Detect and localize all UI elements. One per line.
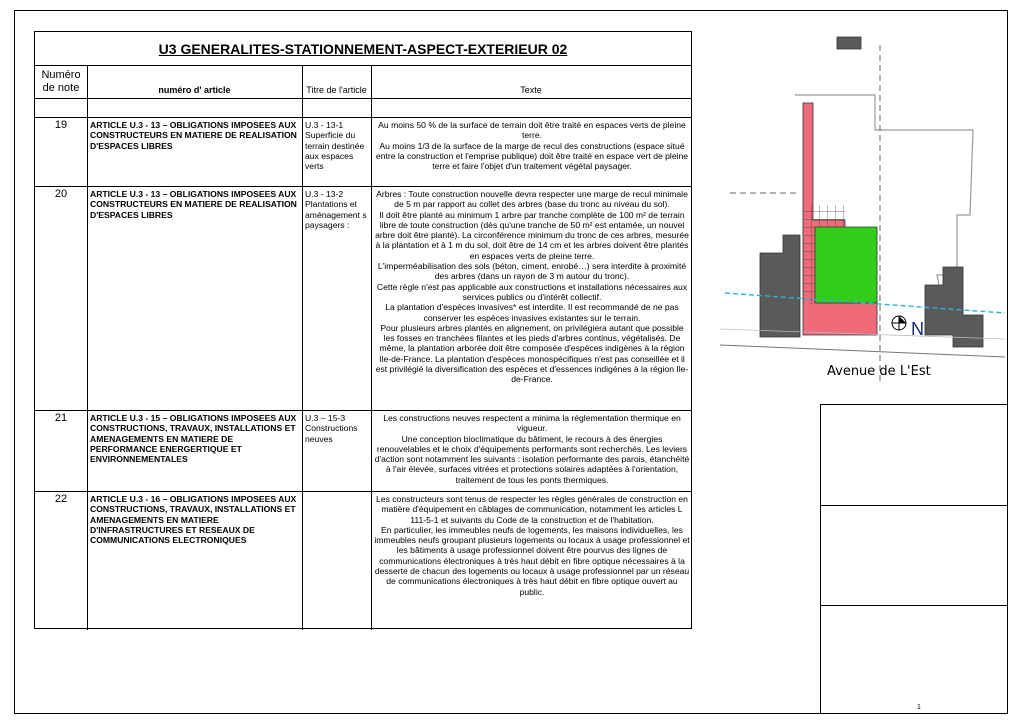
row-20-note: 20 bbox=[54, 188, 68, 200]
row-21-note: 21 bbox=[54, 412, 68, 424]
divider bbox=[35, 98, 691, 99]
row-19-article: ARTICLE U.3 - 13 – OBLIGATIONS IMPOSEES AUX CONSTRUCTEURS EN MATIERE DE REALISATION D'ESPACES LIBRES bbox=[90, 120, 297, 151]
row-22-text: Les constructeurs sont tenus de respecter les règles générales de construction en matière d'équipement en câblages de communication, notamment les articles L 111-5-1 et suivants du Code de la construction et de l'habitation. En particulier, les immeubles neufs de logements, les maisons individuelles, les immeubles neufs groupant plusieurs logements ou locaux à usage professionnel et les bâtiments à usage professionnel doivent être pourvus des lignes de communications électroniques à très haut débit en fibre optique nécessaires à la desserte de chacun des logements ou locaux à usage professionnel par un réseau de communications électroniques à très haut débit en fibre optique ouvert au public. bbox=[374, 494, 690, 597]
divider bbox=[35, 117, 691, 118]
building bbox=[925, 267, 983, 347]
row-19-title: U.3 - 13-1 Superficie du terrain destinée aux espaces verts bbox=[305, 120, 365, 172]
row-21-article: ARTICLE U.3 - 15 – OBLIGATIONS IMPOSEES AUX CONSTRUCTIONS, TRAVAUX, INSTALLATIONS ET AMENAGEMENTS EN MATIERE DE PERFORMANCE ENERGERTIQUE ET ENVIRONNEMENTALES bbox=[90, 413, 297, 465]
street-label: Avenue de L'Est bbox=[827, 364, 931, 379]
building bbox=[837, 37, 861, 49]
green-space bbox=[815, 227, 877, 303]
header-article-title: Titre de l'article bbox=[306, 85, 367, 95]
row-21-title: U.3 – 15-3 Constructions neuves bbox=[305, 413, 358, 444]
divider bbox=[35, 491, 691, 492]
site-plan bbox=[715, 35, 1005, 395]
row-21-text: Les constructions neuves respectent a minima la réglementation thermique en vigueur. Une conception bioclimatique du bâtiment, le recours à des énergies renouvelables et le choix d'équipements performants sont recherchés. Les leviers d'action sont notamment les suivants : isolation performante des parois, étanchéité à l'air élevée, surfaces vitrées et protections solaires adaptées à l'orientation, traitement de tous les ponts thermiques. bbox=[374, 413, 690, 485]
divider bbox=[821, 605, 1007, 606]
building bbox=[760, 235, 800, 337]
row-20-title: U.3 - 13-2 Plantations et aménagement s paysagers : bbox=[305, 189, 367, 230]
header-article-number: numéro d' article bbox=[158, 85, 231, 95]
divider bbox=[821, 505, 1007, 506]
row-22-article: ARTICLE U.3 - 16 – OBLIGATIONS IMPOSEES AUX CONSTRUCTIONS, TRAVAUX, INSTALLATIONS ET AMENAGEMENTS EN MATIERE D'INFRASTRUCTURES ET RESEAUX DE COMMUNICATIONS ELECTRONIQUES bbox=[90, 494, 297, 546]
header-note-number: Numéro de note bbox=[41, 69, 81, 94]
page-title: U3 GENERALITES-STATIONNEMENT-ASPECT-EXTERIEUR 02 bbox=[35, 32, 691, 66]
north-label: N bbox=[911, 319, 924, 339]
header-text: Texte bbox=[520, 85, 542, 95]
page-mark: 1 bbox=[917, 704, 921, 711]
row-20-text: Arbres : Toute construction nouvelle devra respecter une marge de recul minimale de 5 m par rapport au collet des arbres (base du tronc au niveau du sol). Il doit être planté au minimum 1 arbre par tranche complète de 100 m² de terrain libre de toute construction (dès qu'une tranche de 50 m² est entamée, un nouvel arbre doit être planté). La circonférence minimum du tronc de ces arbres, mesurée à la plantation et à 1 m du sol, doit être de 14 cm et les arbres doivent être plantés en espaces verts de pleine terre. L'imperméabilisation des sols (béton, ciment, enrobé…) sera interdite à proximité des arbres (dans un rayon de 3 m autour du tronc). Cette règle n'est pas applicable aux constructions et installations nécessaires aux services publics ou d'intérêt collectif. La plantation d'espèces invasives* est interdite. Il est recommandé de ne pas conserver les espèces invasives existantes sur le terrain. Pour plusieurs arbres plantés en alignement, on privilégiera autant que possible les fosses en tranchées filantes et les pieds d'arbres continus, végétalisés. De même, la plantation arborée doit être composée d'espèces indigènes à la région Ile-de-France. La plantation d'espèces monospécifiques n'est pas conseillée et il est privilégié la diversification des espèces et d'essences indigènes à la région Ile-de-France. bbox=[375, 189, 689, 385]
row-22-note: 22 bbox=[54, 493, 68, 505]
row-22-title bbox=[303, 493, 371, 495]
rules-table bbox=[34, 31, 692, 629]
title-block bbox=[820, 404, 1008, 714]
row-19-text: Au moins 50 % de la surface de terrain doit être traité en espaces verts de pleine terre. Au moins 1/3 de la surface de la marge de recul des constructions (espace situé entre la construction et l'emprise publique) doit être traité en espace vert de pleine terre et faire l'objet d'un traitement végétal paysager. bbox=[375, 120, 689, 172]
divider bbox=[35, 186, 691, 187]
row-20-article: ARTICLE U.3 - 13 – OBLIGATIONS IMPOSEES AUX CONSTRUCTEURS EN MATIERE DE REALISATION D'ESPACES LIBRES bbox=[90, 189, 297, 220]
divider bbox=[35, 410, 691, 411]
row-19-note: 19 bbox=[54, 119, 68, 131]
